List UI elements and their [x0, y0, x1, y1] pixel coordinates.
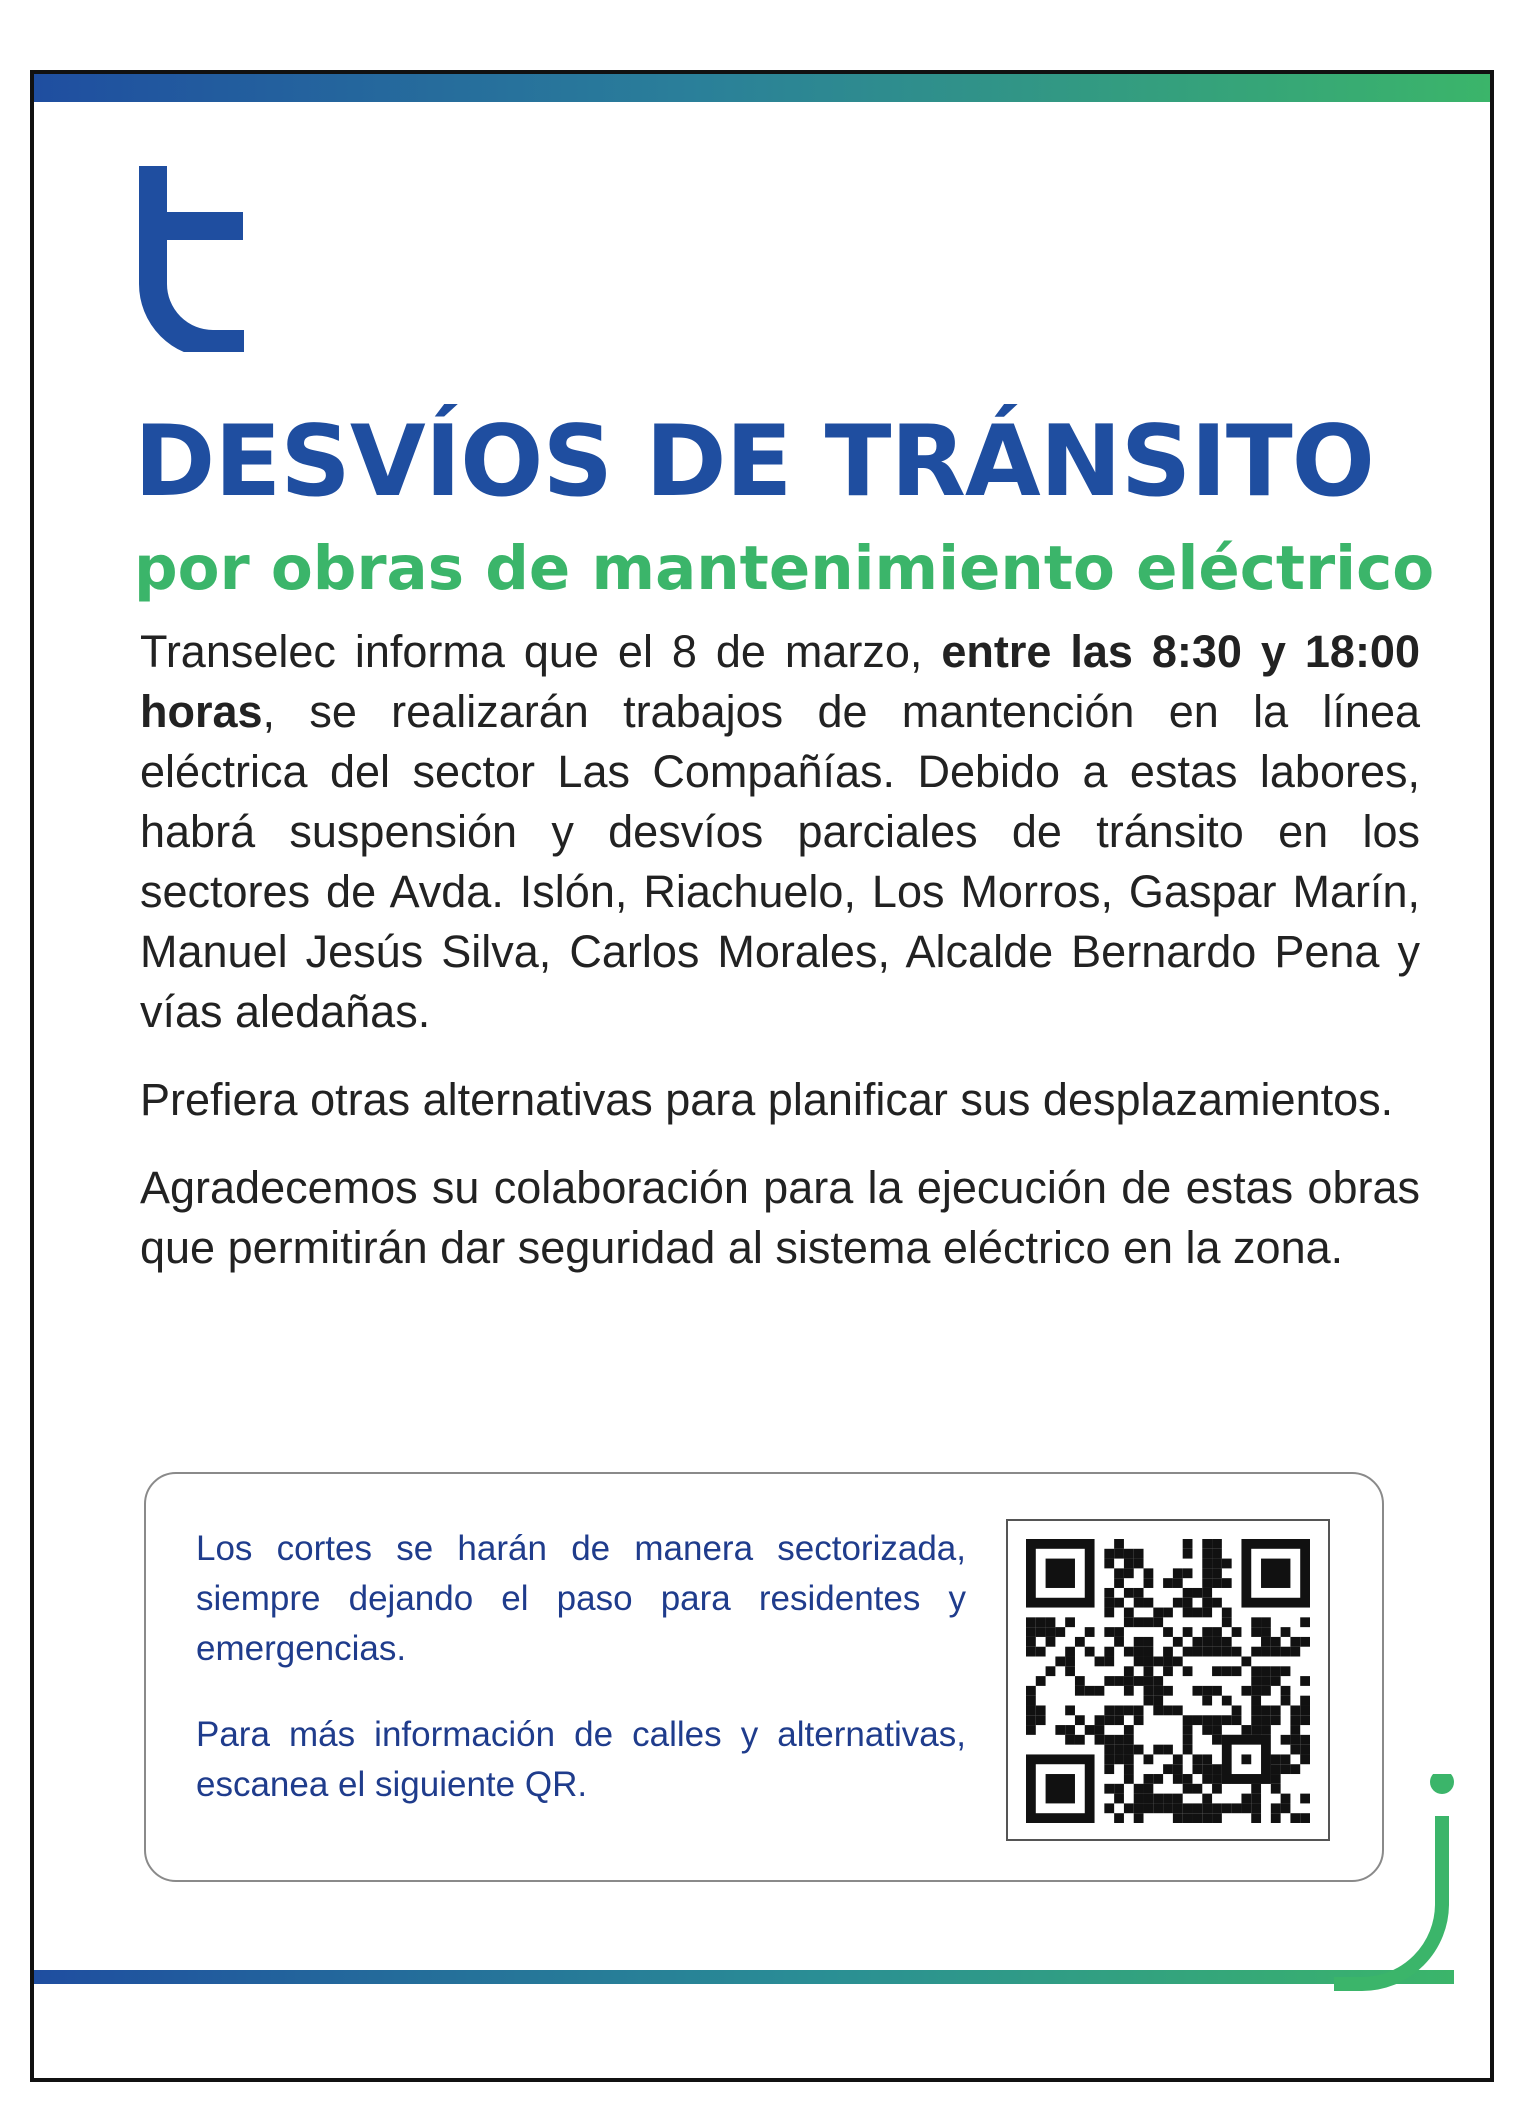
info-box — [144, 1472, 1384, 1882]
top-gradient-bar — [34, 74, 1490, 102]
notice-intro-text: Transelec informa que el 8 de marzo, — [140, 626, 942, 677]
qr-code-icon — [1026, 1539, 1310, 1823]
qr-code[interactable] — [1006, 1519, 1330, 1841]
bottom-gradient-bar — [34, 1970, 1454, 1984]
notice-paragraph-3: Agradecemos su colaboración para la ejecución de estas obras que permitirán dar seguridad al sistema eléctrico en la zona. — [140, 1162, 1420, 1273]
transelec-logo-icon — [139, 166, 254, 352]
hook-decoration-icon — [1334, 1774, 1474, 1994]
notice-frame — [30, 70, 1494, 2082]
page-title: DESVÍOS DE TRÁNSITO — [134, 405, 1374, 519]
notice-paragraph-1 — [140, 622, 1420, 1042]
notice-details-text: , se realizarán trabajos de mantención en la línea eléctrica del sector Las Compañías. Debido a estas labores, habrá suspensión y desvíos parciales de tránsito en los sectores de Avda. Islón, Riachuelo, Los Morros, Gaspar Marín, Manuel Jesús Silva, Carlos Morales, Alcalde Bernardo Pena y vías aledañas. — [140, 686, 1420, 1037]
page-subtitle: por obras de mantenimiento eléctrico — [134, 533, 1435, 604]
notice-paragraph-2: Prefiera otras alternativas para planificar sus desplazamientos. — [140, 1074, 1394, 1125]
notice-body — [140, 622, 1420, 1306]
info-paragraph-1: Los cortes se harán de manera sectorizada, siempre dejando el paso para residentes y emergencias. — [196, 1529, 966, 1668]
info-paragraph-2: Para más información de calles y alternativas, escanea el siguiente QR. — [196, 1715, 966, 1804]
notice-schedule-text: entre las 8:30 y 18:00 horas — [140, 626, 1420, 737]
info-box-text — [196, 1524, 966, 1846]
